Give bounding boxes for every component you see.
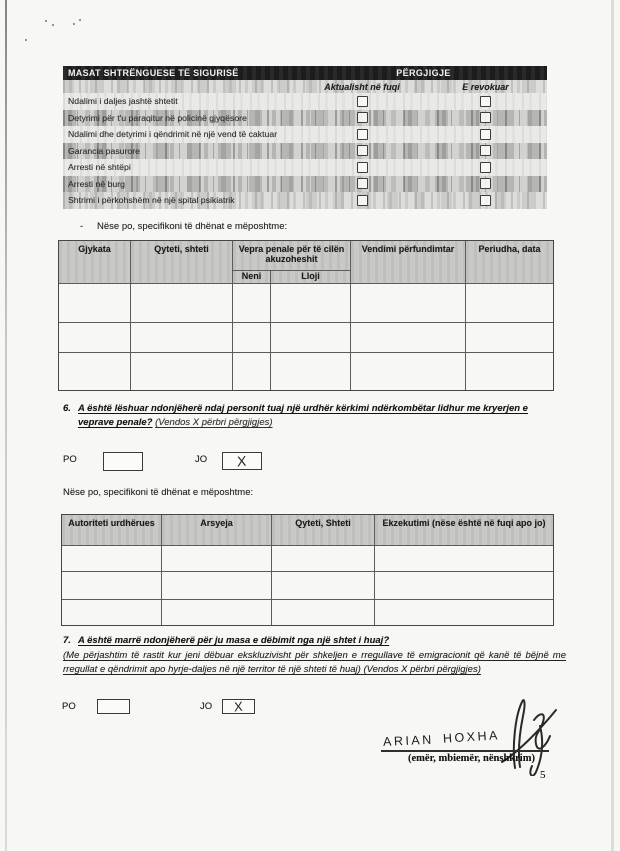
checkbox-active[interactable] <box>357 162 368 173</box>
checkbox-revoked[interactable] <box>480 112 491 123</box>
signature-line <box>381 750 549 752</box>
scan-speck <box>52 24 54 26</box>
empty-cell <box>162 572 272 600</box>
po-answer-box[interactable] <box>97 699 130 714</box>
checkbox-revoked[interactable] <box>480 195 491 206</box>
table-row <box>63 192 547 209</box>
checkbox-revoked[interactable] <box>480 178 491 189</box>
empty-cell <box>162 600 272 625</box>
col-period-date: Periudha, data <box>466 241 553 284</box>
scan-edge-right <box>611 0 614 851</box>
table-row <box>59 353 553 390</box>
dash: - <box>80 221 84 232</box>
col-final-decision: Vendimi përfundimtar <box>351 241 466 284</box>
table1-header-bar <box>63 66 547 80</box>
jo-label: JO <box>200 701 213 712</box>
jo-label: JO <box>195 454 208 465</box>
empty-cell <box>375 600 553 625</box>
po-label: PO <box>63 454 77 465</box>
checkbox-revoked[interactable] <box>480 129 491 140</box>
empty-cell <box>59 353 131 390</box>
scan-speck <box>25 39 27 41</box>
empty-cell <box>62 572 162 600</box>
col-ordering-authority: Autoriteti urdhërues <box>62 515 162 546</box>
col-court: Gjykata <box>59 241 131 284</box>
measure-label: Arresti në burg <box>68 178 125 189</box>
col-offense: Vepra penale për të cilën akuzoheshit <box>233 241 351 271</box>
empty-cell <box>62 546 162 572</box>
scan-edge-left <box>5 0 7 851</box>
empty-cell <box>59 323 131 353</box>
empty-cell <box>272 546 375 572</box>
empty-cell <box>272 572 375 600</box>
question-text: A është marrë ndonjëherë për ju masa e dëbimit nga një shtet i huaj? <box>78 635 390 646</box>
empty-cell <box>351 284 466 323</box>
po-label: PO <box>62 701 76 712</box>
question-number: 6. <box>63 403 71 414</box>
table-row <box>59 323 553 353</box>
col-offense-type: Lloji <box>271 271 351 284</box>
page-number: 5 <box>540 769 546 781</box>
question-note: (Me përjashtim të rastit kur jeni dëbuar ekskluzivisht për shkeljen e rregullave të emigracionit që kanë të bëjnë me rregullat e qëndrimit apo hyrje-daljes në një territor të një shteti të huaj) (Vendos X përbri përgjigjes) <box>63 650 566 675</box>
empty-cell <box>162 546 272 572</box>
empty-cell <box>466 323 553 353</box>
table-row <box>62 600 553 625</box>
table-row <box>63 159 547 176</box>
measure-label: Detyrimi për t'u paraqitur në policinë gjyqësore <box>68 112 247 123</box>
empty-cell <box>351 353 466 390</box>
table-row <box>63 143 547 160</box>
handwritten-first-name: ARIAN <box>382 732 435 749</box>
if-yes-note <box>80 221 287 232</box>
question-7 <box>63 634 566 677</box>
table1-subheader <box>63 80 547 93</box>
checkbox-active[interactable] <box>357 96 368 107</box>
empty-cell <box>375 572 553 600</box>
measure-label: Arresti në shtëpi <box>68 162 131 173</box>
signature-flourish <box>490 696 562 776</box>
x-mark: X <box>237 451 247 470</box>
col-execution: Ekzekutimi (nëse është në fuqi apo jo) <box>375 515 553 546</box>
question-6 <box>63 402 545 430</box>
table-row <box>63 126 547 143</box>
table1-response-header: PËRGJIGJE <box>396 68 451 78</box>
checkbox-active[interactable] <box>357 178 368 189</box>
empty-cell <box>233 284 271 323</box>
empty-cell <box>271 284 351 323</box>
checkbox-revoked[interactable] <box>480 162 491 173</box>
empty-cell <box>62 600 162 625</box>
table-row <box>59 284 553 323</box>
measure-label: Ndalimi dhe detyrimi i qëndrimit në një vend të caktuar <box>68 129 278 140</box>
checkbox-active[interactable] <box>357 112 368 123</box>
question-number: 7. <box>63 635 71 646</box>
empty-cell <box>271 323 351 353</box>
measure-label: Ndalimi i daljes jashtë shtetit <box>68 96 178 107</box>
checkbox-active[interactable] <box>357 129 368 140</box>
col-city-state: Qyteti, Shteti <box>272 515 375 546</box>
checkbox-active[interactable] <box>357 145 368 156</box>
scan-speck <box>45 20 47 22</box>
order-details-table <box>61 514 554 626</box>
table-row <box>63 176 547 193</box>
table-row <box>63 93 547 110</box>
security-measures-table <box>63 66 547 209</box>
col-reason: Arsyeja <box>162 515 272 546</box>
empty-cell <box>351 323 466 353</box>
handwritten-last-name: HOXHA <box>442 728 500 746</box>
checkbox-revoked[interactable] <box>480 96 491 107</box>
col-city-state: Qyteti, shteti <box>131 241 233 284</box>
table3-header <box>62 515 553 546</box>
empty-cell <box>131 323 233 353</box>
empty-cell <box>131 353 233 390</box>
checkbox-active[interactable] <box>357 195 368 206</box>
question-text: A është lëshuar ndonjëherë ndaj personit tuaj një urdhër kërkimi ndërkombëtar lidhur me kryerjen e veprave penale? <box>78 403 528 428</box>
measure-label: Shtrimi i përkohshëm në një spital psikiatrik <box>68 195 235 206</box>
empty-cell <box>131 284 233 323</box>
scan-speck <box>73 23 75 25</box>
empty-cell <box>466 284 553 323</box>
scan-speck <box>79 19 81 21</box>
po-answer-box[interactable] <box>103 452 143 471</box>
if-yes-note-text: Nëse po, specifikoni të dhënat e mëposhtme: <box>97 221 288 232</box>
empty-cell <box>466 353 553 390</box>
col-article: Neni <box>233 271 271 284</box>
checkbox-revoked[interactable] <box>480 145 491 156</box>
signature-caption: (emër, mbiemër, nënshkrim) <box>408 753 535 764</box>
court-details-table <box>58 240 554 391</box>
jo-answer-box[interactable] <box>222 452 262 470</box>
empty-cell <box>375 546 553 572</box>
table-row <box>62 546 553 572</box>
empty-cell <box>271 353 351 390</box>
col-label-revoked: E revokuar <box>462 81 509 92</box>
empty-cell <box>59 284 131 323</box>
table-row <box>63 110 547 127</box>
question-instruction: (Vendos X përbri përgjigjes) <box>155 417 273 428</box>
x-mark: X <box>234 698 243 714</box>
table1-title: MASAT SHTRËNGUESE TË SIGURISË <box>68 68 239 78</box>
table-row <box>62 572 553 600</box>
measure-label: Garancia pasurore <box>68 145 140 156</box>
table2-header <box>59 241 553 284</box>
empty-cell <box>233 323 271 353</box>
jo-answer-box[interactable] <box>222 699 255 714</box>
empty-cell <box>272 600 375 625</box>
empty-cell <box>233 353 271 390</box>
col-label-active: Aktualisht në fuqi <box>324 81 400 92</box>
if-yes-note-2: Nëse po, specifikoni të dhënat e mëposhtme: <box>63 487 254 498</box>
